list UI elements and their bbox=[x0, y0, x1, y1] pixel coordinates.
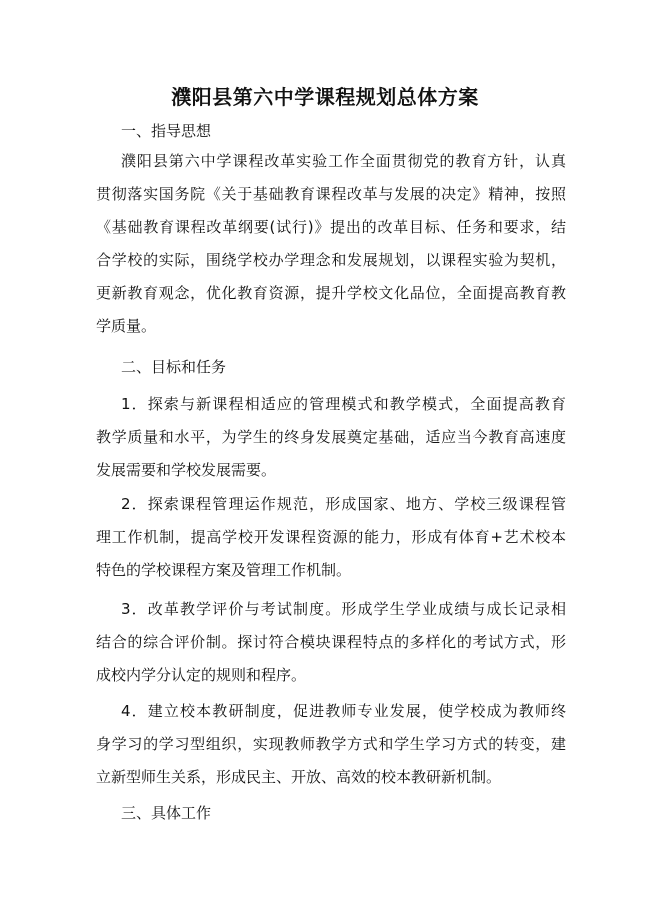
paragraph-line: 成校内学分认定的规则和程序。 bbox=[96, 666, 307, 684]
paragraph-line: 学质量。 bbox=[96, 317, 157, 335]
paragraph-line: 濮阳县第六中学课程改革实验工作全面贯彻党的教育方针，认真 bbox=[121, 152, 566, 170]
paragraph-line: 1．探索与新课程相适应的管理模式和教学模式，全面提高教育 bbox=[121, 395, 566, 413]
paragraph-line: 3．改革教学评价与考试制度。形成学生学业成绩与成长记录相 bbox=[121, 600, 566, 618]
paragraph-line: 贯彻落实国务院《关于基础教育课程改革与发展的决定》精神，按照 bbox=[96, 185, 566, 203]
section-heading-specific-work: 三、具体工作 bbox=[121, 804, 212, 822]
paragraph-line: 结合的综合评价制。探讨符合模块课程特点的多样化的考试方式，形 bbox=[96, 633, 566, 651]
paragraph-line: 立新型师生关系，形成民主、开放、高效的校本教研新机制。 bbox=[96, 768, 502, 786]
paragraph-line: 教学质量和水平，为学生的终身发展奠定基础，适应当今教育高速度 bbox=[96, 428, 566, 446]
page-title: 濮阳县第六中学课程规划总体方案 bbox=[171, 85, 479, 109]
paragraph-line: 更新教育观念，优化教育资源，提升学校文化品位，全面提高教育教 bbox=[96, 284, 566, 302]
list-item-goal-4 bbox=[96, 695, 566, 794]
paragraph-line: 理工作机制，提高学校开发课程资源的能力，形成有体育+艺术校本 bbox=[96, 528, 566, 546]
section-heading-guiding-ideology: 一、指导思想 bbox=[121, 122, 212, 140]
paragraph-line: 4．建立校本教研制度，促进教师专业发展，使学校成为教师终 bbox=[121, 702, 566, 720]
list-item-goal-3 bbox=[96, 593, 566, 692]
paragraph-line: 2．探索课程管理运作规范，形成国家、地方、学校三级课程管 bbox=[121, 495, 566, 513]
paragraph-guiding-ideology bbox=[96, 145, 566, 343]
list-item-goal-1 bbox=[96, 388, 566, 487]
paragraph-line: 合学校的实际，围绕学校办学理念和发展规划，以课程实验为契机， bbox=[96, 251, 566, 269]
paragraph-line: 《基础教育课程改革纲要(试行)》提出的改革目标、任务和要求，结 bbox=[96, 218, 566, 236]
paragraph-line: 身学习的学习型组织，实现教师教学方式和学生学习方式的转变，建 bbox=[96, 735, 566, 753]
paragraph-line: 特色的学校课程方案及管理工作机制。 bbox=[96, 561, 352, 579]
section-heading-goals-tasks: 二、目标和任务 bbox=[121, 358, 227, 376]
paragraph-line: 发展需要和学校发展需要。 bbox=[96, 461, 277, 479]
list-item-goal-2 bbox=[96, 488, 566, 587]
